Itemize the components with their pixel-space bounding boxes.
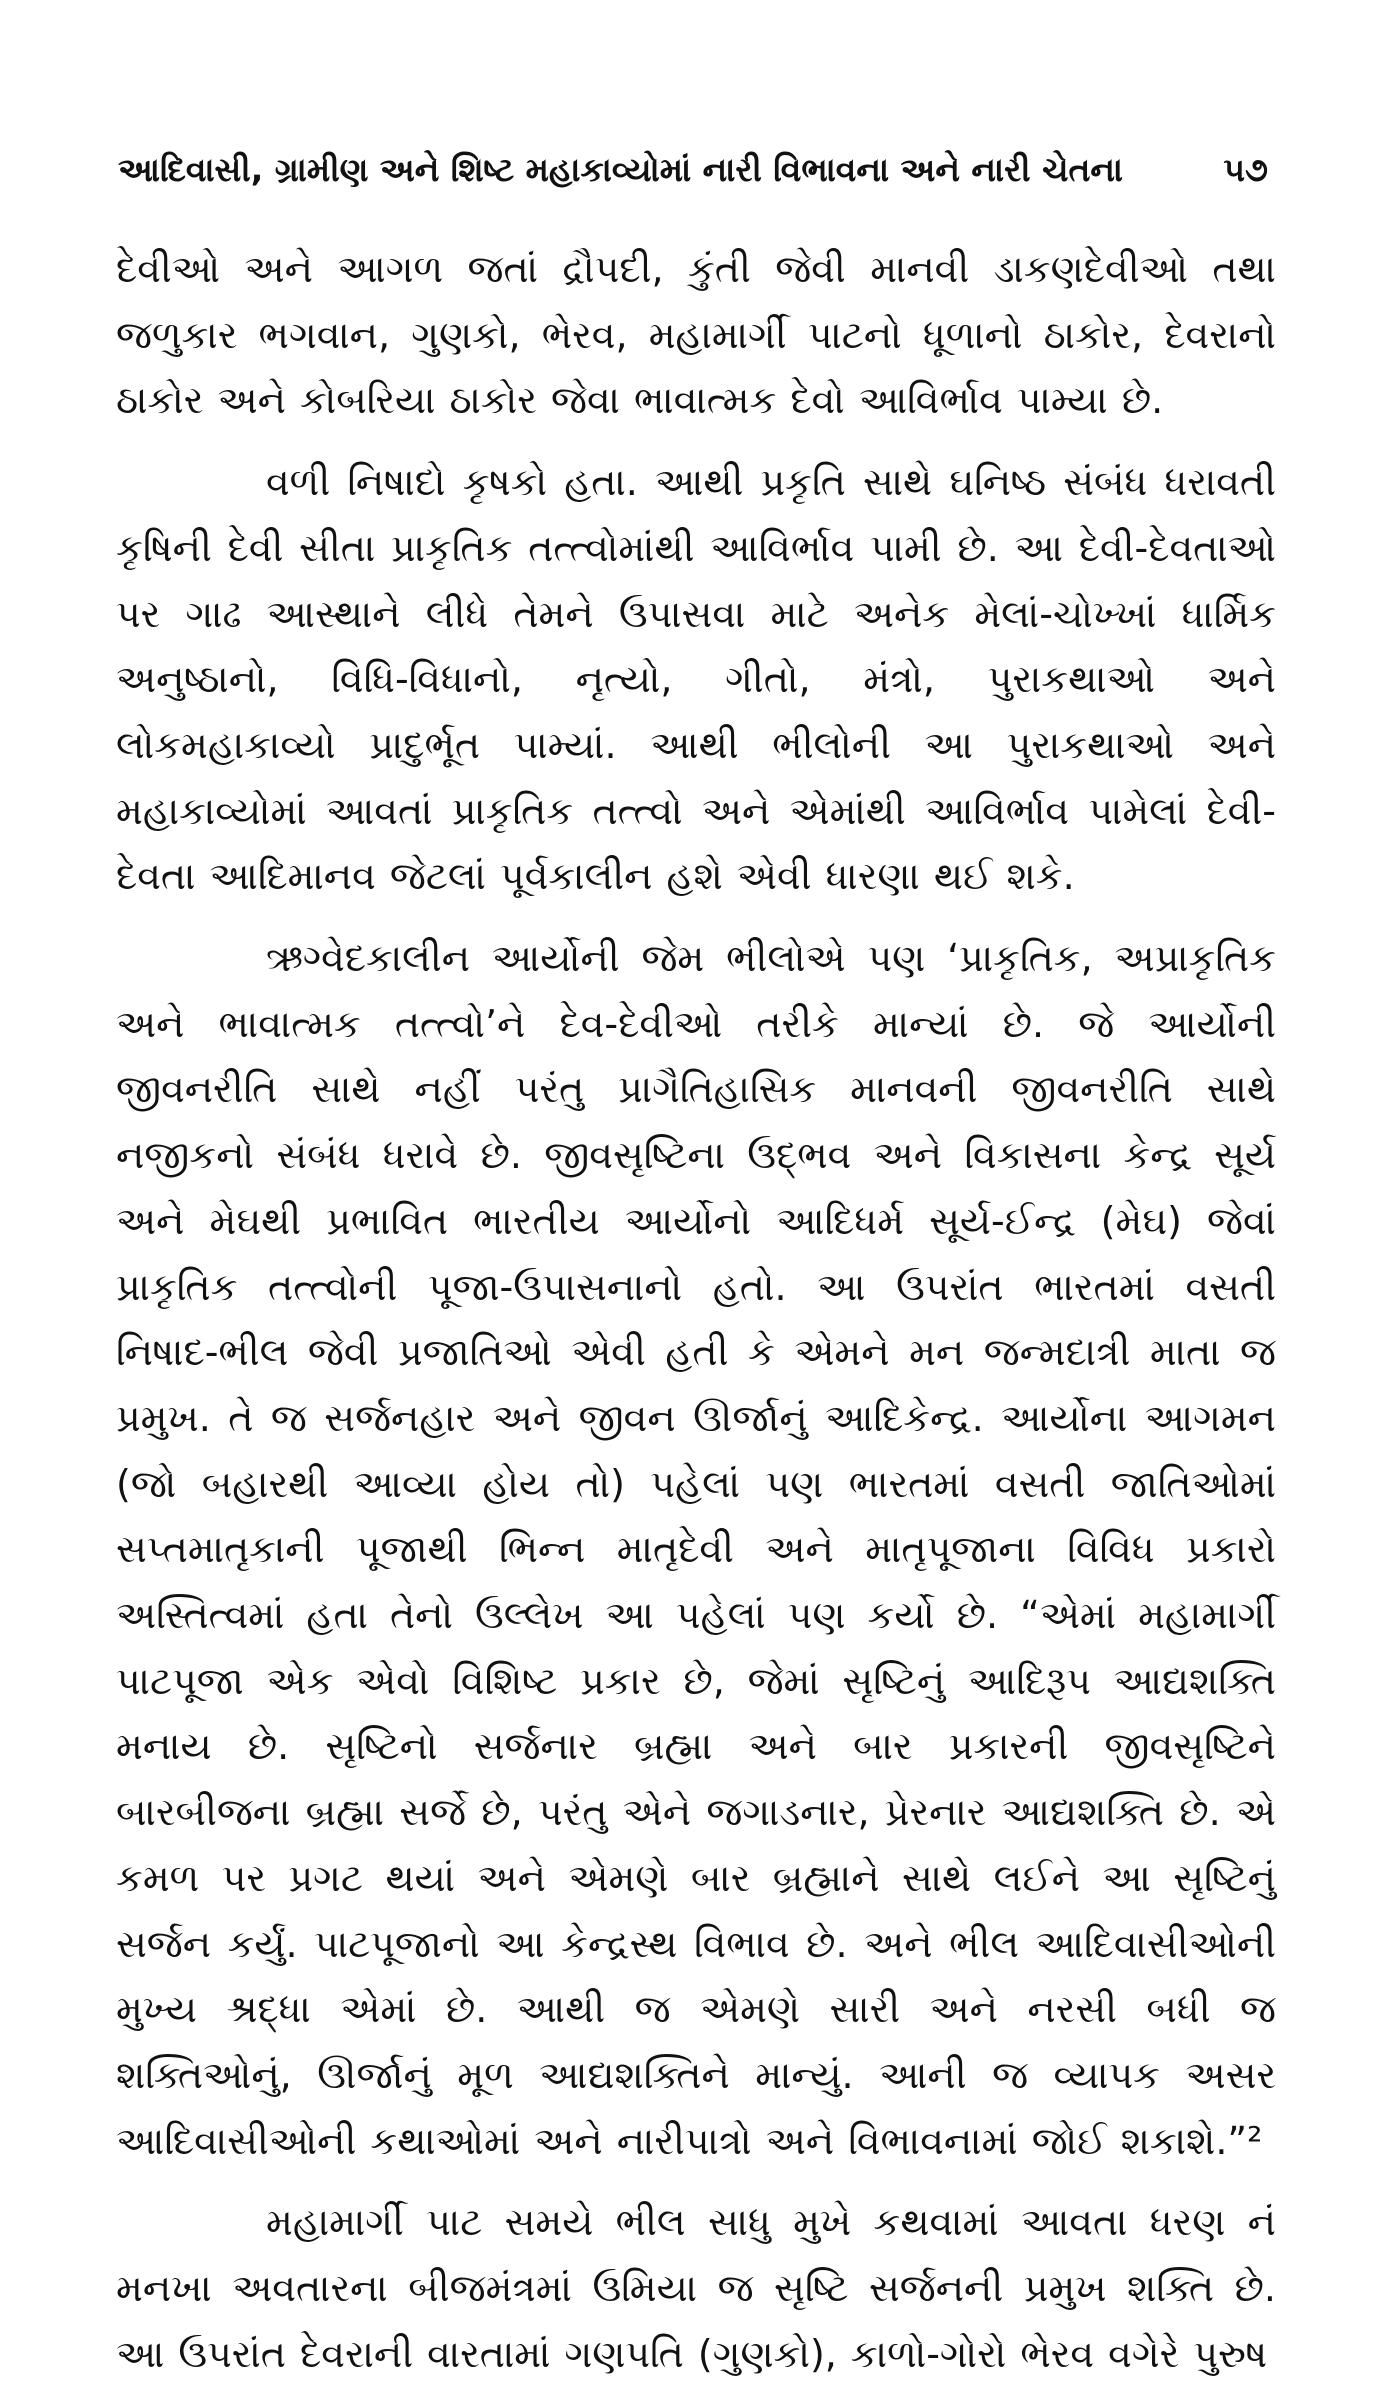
running-head: આદિવાસી, ગ્રામીણ અને શિષ્ટ મહાકાવ્યોમાં નારી વિભાવના અને નારી ચેતના	[118, 150, 1124, 189]
body-text	[116, 237, 1276, 2388]
paragraph: વળી નિષાદો કૃષકો હતા. આથી પ્રકૃતિ સાથે ઘનિષ્ઠ સંબંધ ધરાવતી કૃષિની દેવી સીતા પ્રાકૃતિક તત્ત્વોમાંથી આવિર્ભાવ પામી છે. આ દેવી-દેવતાઓ પર ગાઢ આસ્થાને લીધે તેમને ઉપાસવા માટે અનેક મેલાં-ચોખ્ખાં ધાર્મિક અનુષ્ઠાનો, વિધિ-વિધાનો, નૃત્યો, ગીતો, મંત્રો, પુરાકથાઓ અને લોકમહાકાવ્યો પ્રાદુર્ભૂત પામ્યાં. આથી ભીલોની આ પુરાકથાઓ અને મહાકાવ્યોમાં આવતાં પ્રાકૃતિક તત્ત્વો અને એમાંથી આવિર્ભાવ પામેલાં દેવી-દેવતા આદિમાનવ જેટલાં પૂર્વકાલીન હશે એવી ધારણા થઈ શકે.	[116, 460, 1276, 899]
paragraph: દેવીઓ અને આગળ જતાં દ્રૌપદી, કુંતી જેવી માનવી ડાકણદેવીઓ તથા જળુકાર ભગવાન, ગુણકો, ભેરવ, મહામાર્ગી પાટનો ધૂળાનો ઠાકોર, દેવરાનો ઠાકોર અને કોબરિયા ઠાકોર જેવા ભાવાત્મક દેવો આવિર્ભાવ પામ્યા છે.	[116, 247, 1276, 423]
page-header	[118, 140, 1268, 200]
page-number: ૫૭	[1223, 150, 1268, 189]
paragraph: ઋગ્વેદકાલીન આર્યોની જેમ ભીલોએ પણ ‘પ્રાકૃતિક, અપ્રાકૃતિક અને ભાવાત્મક તત્ત્વો’ને દેવ-દેવીઓ તરીકે માન્યાં છે. જે આર્યોની જીવનરીતિ સાથે નહીં પરંતુ પ્રાગૈતિહાસિક માનવની જીવનરીતિ સાથે નજીકનો સંબંધ ધરાવે છે. જીવસૃષ્ટિના ઉદ્ભવ અને વિકાસના કેન્દ્ર સૂર્ય અને મેઘથી પ્રભાવિત ભારતીય આર્યોનો આદિધર્મ સૂર્ય-ઈન્દ્ર (મેઘ) જેવાં પ્રાકૃતિક તત્ત્વોની પૂજા-ઉપાસનાનો હતો. આ ઉપરાંત ભારતમાં વસતી નિષાદ-ભીલ જેવી પ્રજાતિઓ એવી હતી કે એમને મન જન્મદાત્રી માતા જ પ્રમુખ. તે જ સર્જનહાર અને જીવન ઊર્જાનું આદિકેન્દ્ર. આર્યોના આગમન (જો બહારથી આવ્યા હોય તો) પહેલાં પણ ભારતમાં વસતી જાતિઓમાં સપ્તમાતૃકાની પૂજાથી ભિન્ન માતૃદેવી અને માતૃપૂજાના વિવિધ પ્રકારો અસ્તિત્વમાં હતા તેનો ઉલ્લેખ આ પહેલાં પણ કર્યો છે. “એમાં મહામાર્ગી પાટપૂજા એક એવો વિશિષ્ટ પ્રકાર છે, જેમાં સૃષ્ટિનું આદિરૂપ આદ્યશક્તિ મનાય છે. સૃષ્ટિનો સર્જનાર બ્રહ્મા અને બાર પ્રકારની જીવસૃષ્ટિને બારબીજના બ્રહ્મા સર્જે છે, પરંતુ એને જગાડનાર, પ્રેરનાર આદ્યશક્તિ છે. એ કમળ પર પ્રગટ થયાં અને એમણે બાર બ્રહ્માને સાથે લઈને આ સૃષ્ટિનું સર્જન કર્યું. પાટપૂજાનો આ કેન્દ્રસ્થ વિભાવ છે. અને ભીલ આદિવાસીઓની મુખ્ય શ્રદ્ધા એમાં છે. આથી જ એમણે સારી અને નરસી બધી જ શક્તિઓનું, ઊર્જાનું મૂળ આદ્યશક્તિને માન્યું. આની જ વ્યાપક અસર આદિવાસીઓની કથાઓમાં અને નારીપાત્રો અને વિભાવનામાં જોઈ શકાશે.”²	[116, 936, 1276, 2163]
paragraph: મહામાર્ગી પાટ સમયે ભીલ સાધુ મુખે કથવામાં આવતા ધરણ નં મનખા અવતારના બીજમંત્રમાં ઉમિયા જ સૃષ્ટિ સર્જનની પ્રમુખ શક્તિ છે. આ ઉપરાંત દેવરાની વારતામાં ગણપતિ (ગુણકો), કાળો-ગોરો ભેરવ વગેરે પુરુષ	[116, 2200, 1276, 2376]
